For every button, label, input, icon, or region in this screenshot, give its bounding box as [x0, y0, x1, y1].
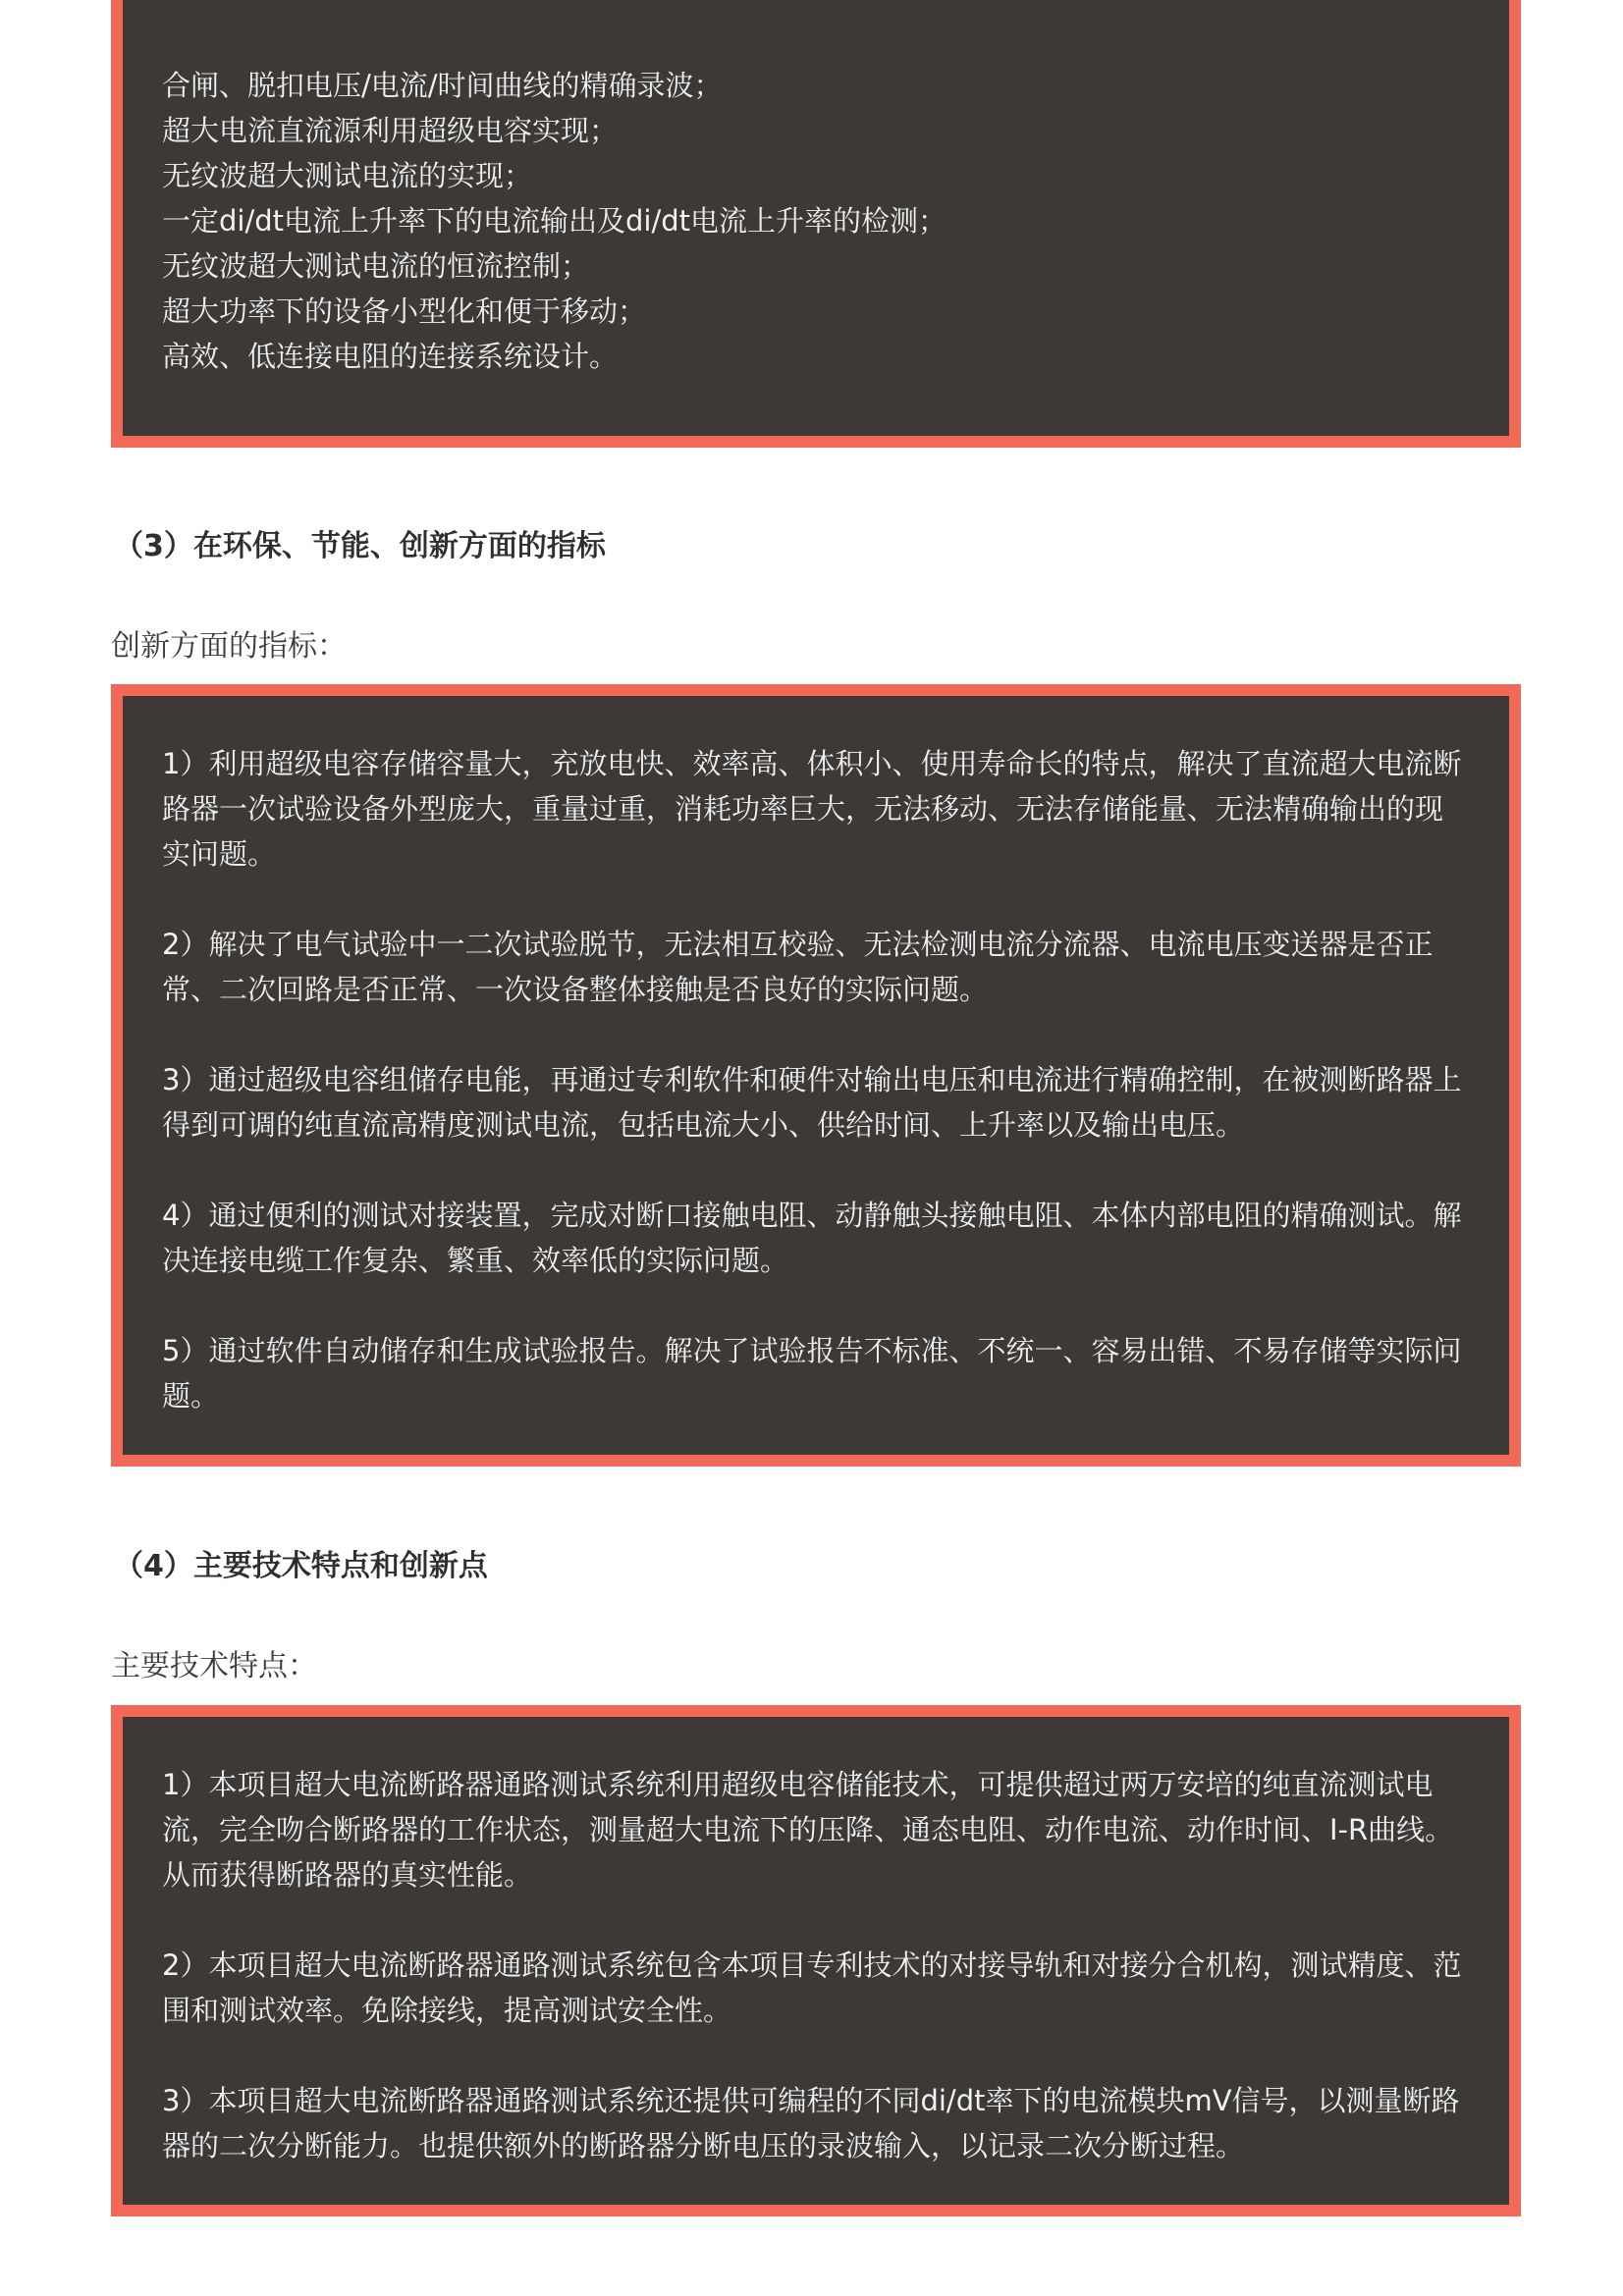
challenge-line: 无纹波超大测试电流的实现； [162, 159, 533, 192]
innovation-item: 2）解决了电气试验中一二次试验脱节，无法相互校验、无法检测电流分流器、电流电压变送器是否正常、二次回路是否正常、一次设备整体接触是否良好的实际问题。 [162, 928, 1434, 1006]
technical-features-box [111, 1705, 1521, 2216]
innovation-item: 5）通过软件自动储存和生成试验报告。解决了试验报告不标准、不统一、容易出错、不易存储等实际问题。 [162, 1334, 1462, 1413]
feature-item: 3）本项目超大电流断路器通路测试系统还提供可编程的不同di/dt率下的电流模块mV信号，以测量断路器的二次分断能力。也提供额外的断路器分断电压的录波输入，以记录二次分断过程。 [162, 2084, 1460, 2163]
challenge-line: 高效、低连接电阻的连接系统设计。 [162, 340, 619, 373]
challenge-line: 合闸、脱扣电压/电流/时间曲线的精确录波； [162, 69, 723, 102]
section-4-heading: （4）主要技术特点和创新点 [114, 1549, 488, 1583]
challenge-line: 一定di/dt电流上升率下的电流输出及di/dt电流上升率的检测； [162, 204, 947, 238]
technical-challenges-box [111, 0, 1521, 448]
feature-item: 1）本项目超大电流断路器通路测试系统利用超级电容储能技术，可提供超过两万安培的纯直流测试电流，完全吻合断路器的工作状态，测量超大电流下的压降、通态电阻、动作电流、动作时间、I-R曲线。从而获得断路器的真实性能。 [162, 1768, 1454, 1892]
feature-item: 2）本项目超大电流断路器通路测试系统包含本项目专利技术的对接导轨和对接分合机构，测试精度、范围和测试效率。免除接线，提高测试安全性。 [162, 1949, 1462, 2027]
innovation-item: 3）通过超级电容组储存电能，再通过专利软件和硬件对输出电压和电流进行精确控制，在被测断路器上得到可调的纯直流高精度测试电流，包括电流大小、供给时间、上升率以及输出电压。 [162, 1063, 1462, 1142]
challenge-line: 超大功率下的设备小型化和便于移动； [162, 294, 647, 328]
section-3-heading: （3）在环保、节能、创新方面的指标 [114, 529, 606, 563]
innovation-item: 1）利用超级电容存储容量大，充放电快、效率高、体积小、使用寿命长的特点，解决了直流超大电流断路器一次试验设备外型庞大，重量过重，消耗功率巨大，无法移动、无法存储能量、无法精确输出的现实问题。 [162, 747, 1462, 871]
innovation-indicators-box [111, 684, 1521, 1467]
challenge-line: 超大电流直流源利用超级电容实现； [162, 114, 619, 147]
challenge-line: 无纹波超大测试电流的恒流控制； [162, 249, 590, 283]
section-3-label: 创新方面的指标： [111, 629, 347, 664]
section-4-label: 主要技术特点： [111, 1649, 317, 1683]
innovation-item: 4）通过便利的测试对接装置，完成对断口接触电阻、动静触头接触电阻、本体内部电阻的精确测试。解决连接电缆工作复杂、繁重、效率低的实际问题。 [162, 1199, 1462, 1277]
